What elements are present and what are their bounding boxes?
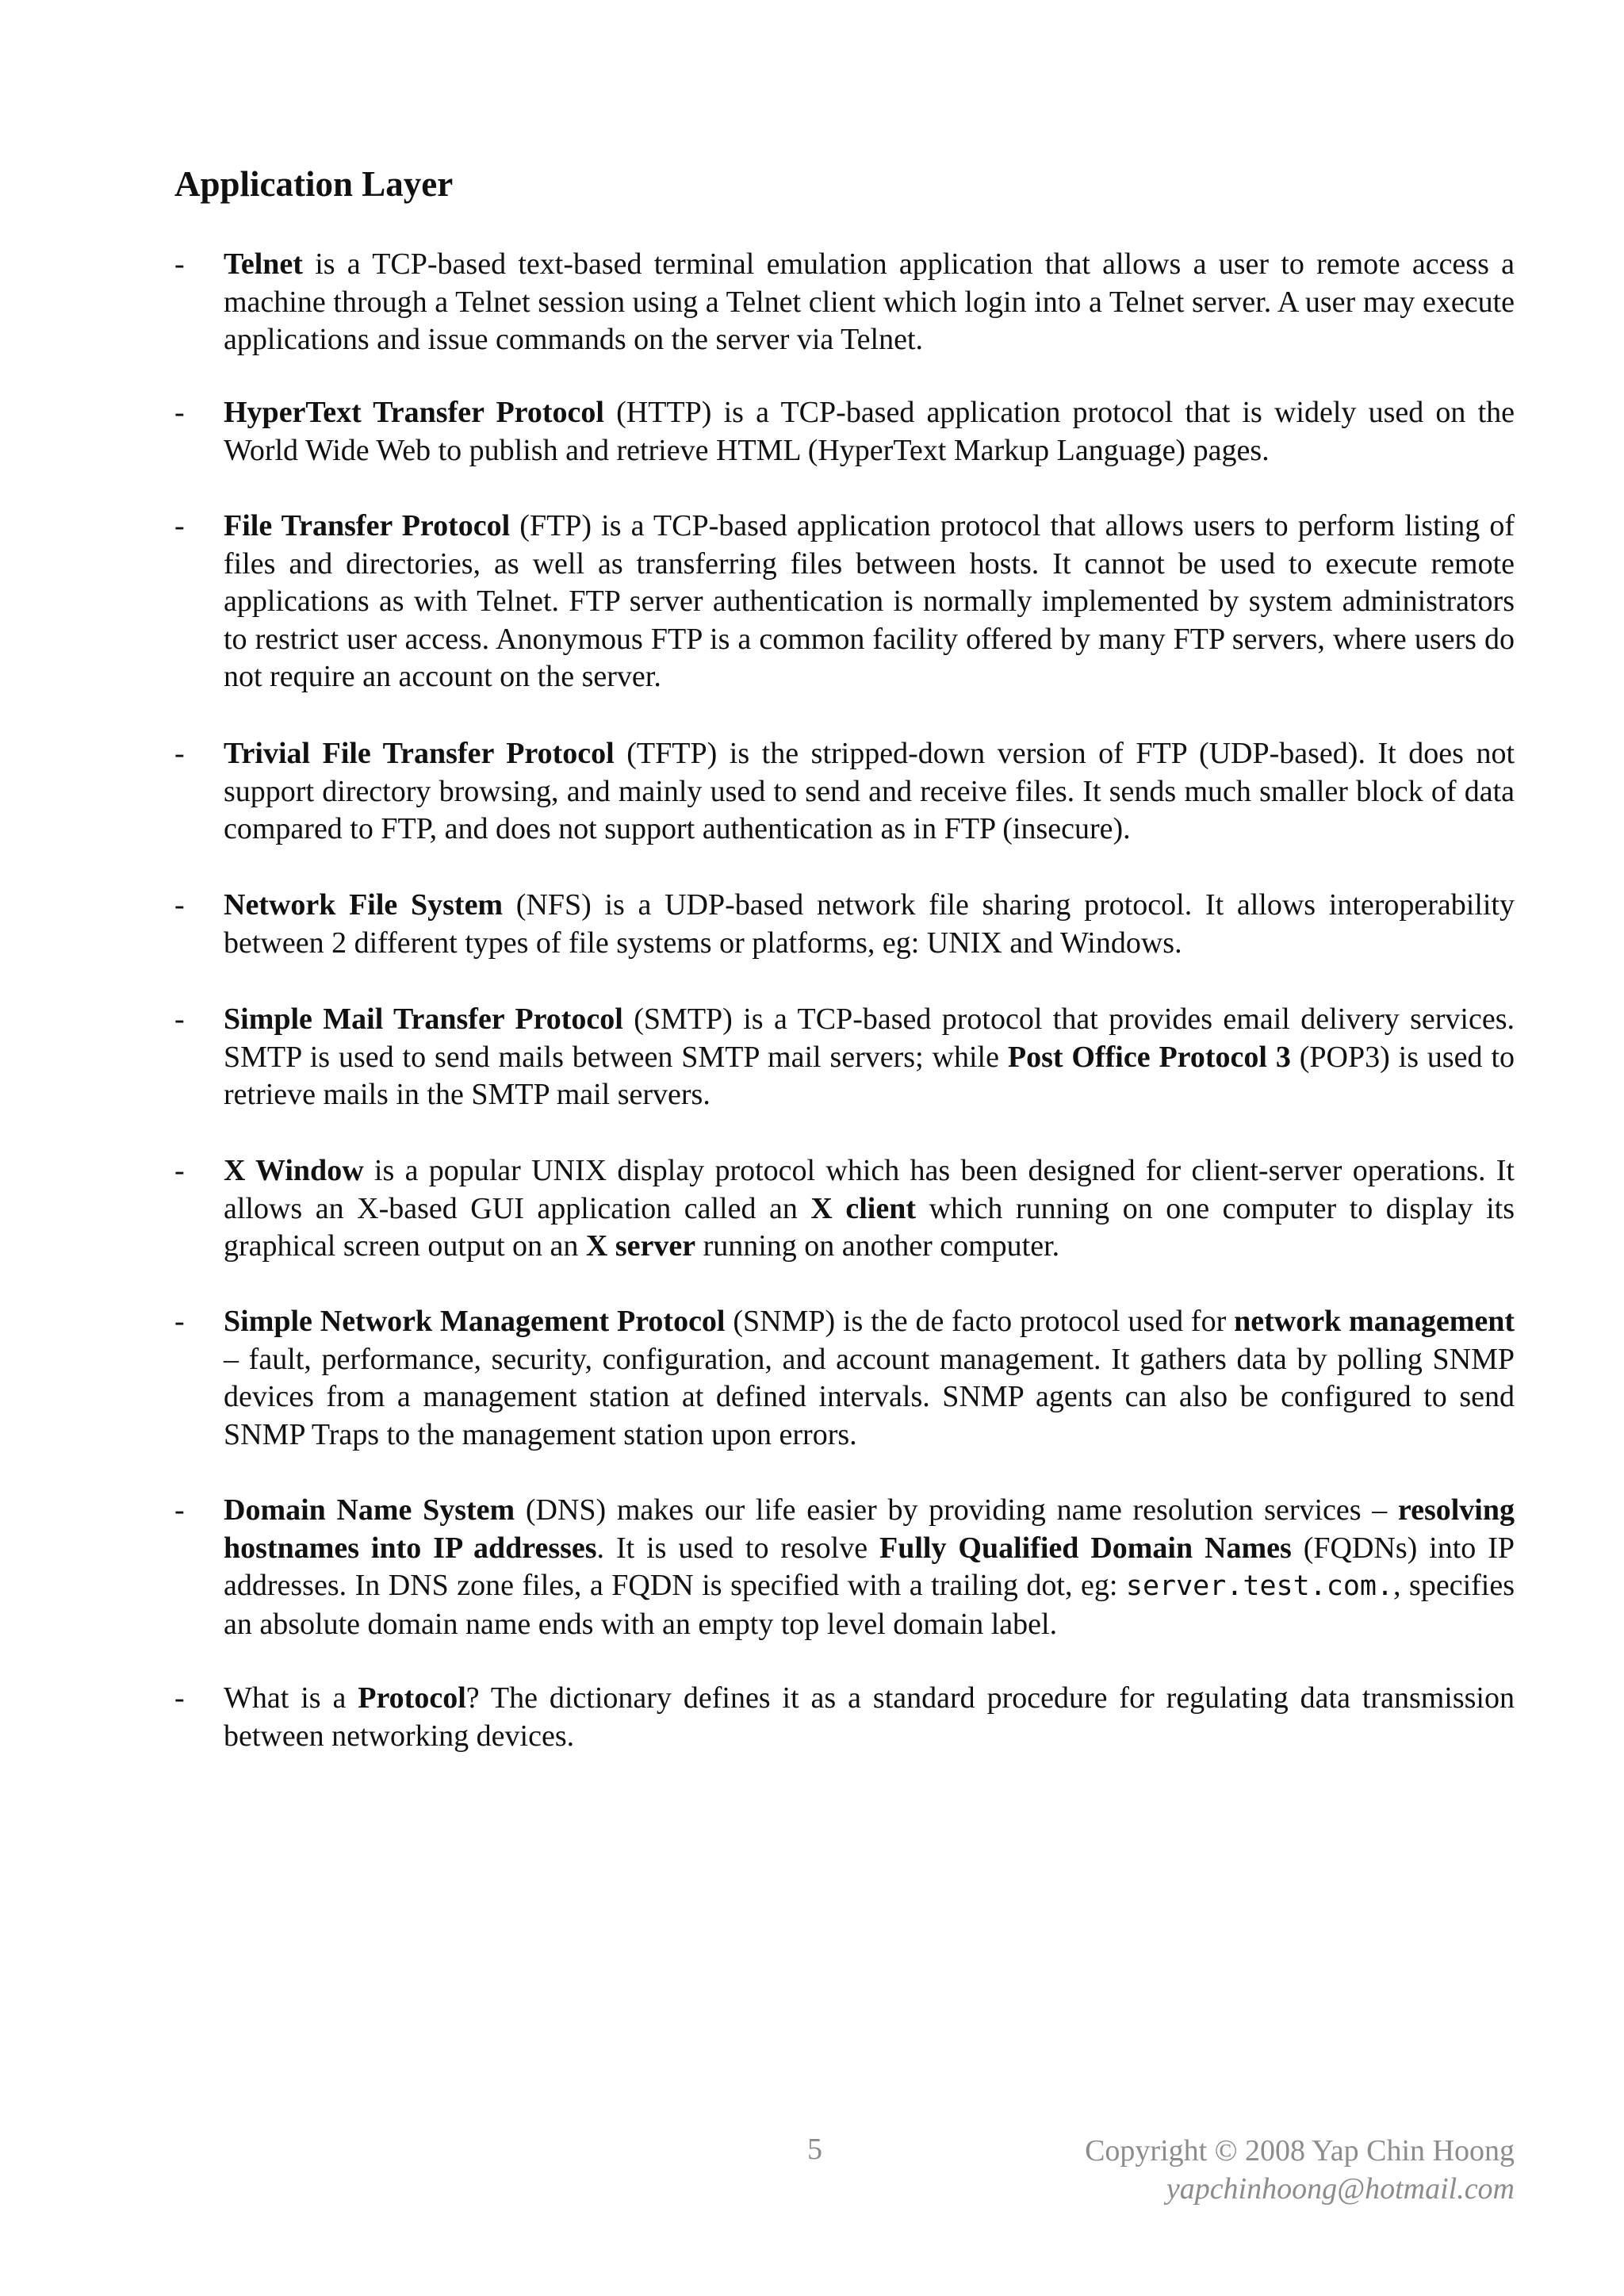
list-item-telnet — [174, 246, 1515, 359]
bold-term: HyperText Transfer Protocol — [224, 396, 604, 429]
body-text: (SMTP) is a TCP-based protocol that provides email delivery services. SMTP is used to send mails between SMTP mail servers; while — [224, 1002, 1515, 1074]
page-number: 5 — [807, 2133, 822, 2166]
list-item-dns — [174, 1492, 1515, 1643]
footer-copyright — [1085, 2132, 1515, 2208]
bold-term: network management — [1234, 1305, 1515, 1338]
copyright-notice: Copyright © 2008 Yap Chin Hoong — [1085, 2134, 1515, 2168]
body-text: . It is used to resolve — [596, 1531, 880, 1565]
bullet-dash: - — [174, 888, 185, 922]
body-text: running on another computer. — [695, 1229, 1060, 1263]
body-text: (SNMP) is the de facto protocol used for — [725, 1305, 1235, 1338]
list-item-ftp — [174, 508, 1515, 696]
body-text: (NFS) is a UDP-based network file sharing protocol. It allows interoperability between 2 different types of file systems or platforms, eg: UNIX and Windows. — [224, 888, 1515, 960]
bullet-dash: - — [174, 1154, 185, 1187]
bold-term: Domain Name System — [224, 1493, 515, 1527]
body-text: (DNS) makes our life easier by providing name resolution services – — [515, 1493, 1398, 1527]
bold-term: X server — [585, 1229, 696, 1263]
list-item-text — [224, 508, 1515, 696]
bold-term: File Transfer Protocol — [224, 509, 511, 542]
bullet-dash: - — [174, 1493, 185, 1527]
list-item-text — [224, 1680, 1515, 1755]
body-text: , specifies an absolute domain name ends with an empty top level domain label. — [224, 1569, 1515, 1641]
bullet-dash: - — [174, 1681, 185, 1715]
list-item-smtp — [174, 1001, 1515, 1114]
body-text: which running on one computer to display its graphical screen output on an — [224, 1191, 1515, 1263]
list-item-text — [224, 246, 1515, 359]
bold-term: Fully Qualified Domain Names — [879, 1531, 1292, 1565]
bullet-dash: - — [174, 1002, 185, 1036]
bullet-dash: - — [174, 1305, 185, 1338]
bold-term: Telnet — [224, 247, 303, 281]
body-text: is a TCP-based text-based terminal emulation application that allows a user to remote access a machine through a Telnet session using a Telnet client which login into a Telnet server. A user may execute applications and issue commands on the server via Telnet. — [224, 247, 1515, 356]
list-item-text — [224, 1001, 1515, 1114]
body-text: What is a — [224, 1681, 358, 1715]
bold-term: Simple Mail Transfer Protocol — [224, 1002, 623, 1036]
list-item-text — [224, 1492, 1515, 1643]
body-text: (HTTP) is a TCP-based application protocol that is widely used on the World Wide Web to publish and retrieve HTML (HyperText Markup Language) pages. — [224, 396, 1515, 467]
bold-term: Post Office Protocol 3 — [1007, 1040, 1291, 1074]
bold-term: Trivial File Transfer Protocol — [224, 737, 615, 770]
bold-term: resolving hostnames into IP addresses — [224, 1493, 1515, 1565]
bullet-dash: - — [174, 396, 185, 429]
code-text: server.test.com. — [1125, 1570, 1394, 1602]
section-heading: Application Layer — [174, 164, 454, 204]
list-item-snmp — [174, 1303, 1515, 1454]
list-item-tftp — [174, 735, 1515, 849]
bullet-dash: - — [174, 509, 185, 542]
list-item-text — [224, 1303, 1515, 1454]
list-item-protocol — [174, 1680, 1515, 1755]
list-item-text — [224, 1152, 1515, 1266]
body-text: ? The dictionary defines it as a standard procedure for regulating data transmission between networking devices. — [224, 1681, 1515, 1753]
bold-term: Simple Network Management Protocol — [224, 1305, 726, 1338]
body-text: (FTP) is a TCP-based application protocol that allows users to perform listing of files and directories, as well as transferring files between hosts. It cannot be used to execute remote applications as with Telnet. FTP server authentication is normally implemented by system administrators to restrict user access. Anonymous FTP is a common facility offered by many FTP servers, where users do not require an account on the server. — [224, 509, 1515, 693]
body-text: – fault, performance, security, configuration, and account management. It gathers data by polling SNMP devices from a management station at defined intervals. SNMP agents can also be configured to send SNMP Traps to the management station upon errors. — [224, 1342, 1515, 1451]
list-item-text — [224, 887, 1515, 962]
bullet-dash: - — [174, 737, 185, 770]
bold-term: Protocol — [358, 1681, 466, 1715]
list-item-x-window — [174, 1152, 1515, 1266]
list-item-nfs — [174, 887, 1515, 962]
body-text: is a popular UNIX display protocol which has been designed for client-server operations. It allows an X-based GUI application called an — [224, 1154, 1515, 1225]
body-text: (TFTP) is the stripped-down version of FTP (UDP-based). It does not support directory browsing, and mainly used to send and receive files. It sends much smaller block of data compared to FTP, and does not support authentication as in FTP (insecure). — [224, 737, 1515, 845]
bold-term: X client — [810, 1191, 917, 1225]
list-item-text — [224, 735, 1515, 849]
author-email: yapchinhoong@hotmail.com — [1166, 2172, 1515, 2206]
body-text: (FQDNs) into IP addresses. In DNS zone files, a FQDN is specified with a trailing dot, eg: — [224, 1531, 1515, 1602]
bold-term: X Window — [224, 1154, 364, 1187]
list-item-text — [224, 394, 1515, 470]
list-item-http — [174, 394, 1515, 470]
bold-term: Network File System — [224, 888, 504, 922]
body-text: (POP3) is used to retrieve mails in the SMTP mail servers. — [224, 1040, 1515, 1111]
bullet-dash: - — [174, 247, 185, 281]
